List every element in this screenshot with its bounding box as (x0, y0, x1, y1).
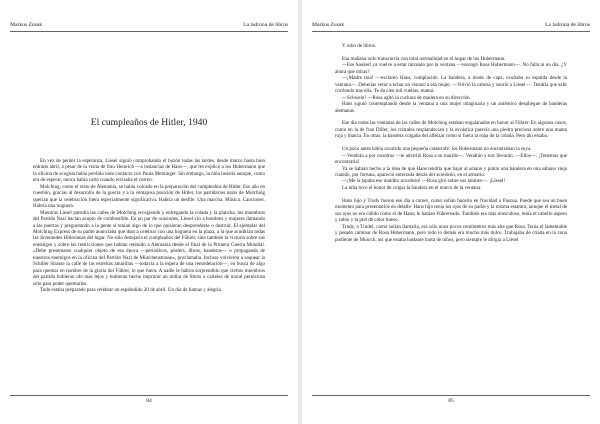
paragraph: —Ese Saukerl ya vuelve a estar mirando por la ventana —rezongó Rosa Hubermann—. No falla ni un día. ¿Y ahora qué miras? (335, 62, 567, 75)
paragraph: Mientras Liesel patrulla las calles de Molching recogiendo y entregando la colada y la plancha, los miembros del Partido Nazi hacían acopio de combustible. En un par de ocasiones, Liesel vio a hombres y mujeres llamando a las puertas y preguntando a la gente si tenían algo de lo que quisieran desprenderse o destruir. El ejemplar del Molching Express de su padre anunciaba que iban a celebrar con una hoguera en la plaza, a la que acudirían todas las Juventudes Hitlerianas del lugar. No sólo festejaría el cumpleaños del Führer, sino también la victoria sobre sus enemigos y sobre las restricciones que habían retenido a Alemania desde el final de la Primera Guerra Mundial. «Debe presentarse cualquier objeto de esa época —periódicos, pósters, libros, banderas— o propaganda de nuestros enemigos en la oficina del Partido Nazi de Münchenstrasse», proclamaba. Incluso volvieron a saquear la Schiller Strasse la calle de las estrellas amarillas —todavía a la espera de una remodelación—, en busca de algo para quemar en nombre de la gloria del Führer, lo que fuera. A nadie le habría sorprendido que ciertos miembros del partido hubieran ido más lejos y hubieran hecho imprimir un millar de libros o carteles de moral perniciosa sólo para poder quemarlos. (33, 209, 265, 287)
page-footer (10, 395, 288, 404)
page-footer (312, 395, 590, 404)
paragraph: Molching, como el resto de Alemania, se había volcado en la preparación del cumpleaños de Hitler. Ese año en cuestión, gracias al desarrollo de la guerra y a la ventajosa posición de Hitler, los partidarios nazis de Molching querían que la celebración fuera especialmente significativa. Habría un desfile. Una marcha. Música. Canciones. Habría una hoguera. (33, 183, 265, 210)
paragraph: Un poco antes había ocurrido una pequeña catástrofe: los Hubermann no encontraban la suya. (342, 146, 532, 153)
paragraph: Hans siguió contemplando desde la ventana a una mujer imaginaria y un auténtico despliegue de banderas alemanas. (335, 101, 567, 114)
running-header (312, 21, 590, 32)
paragraph: Ese día todas las ventanas de las calles de Molching estaban engalanadas en honor al Führer. En algunos casos, como en la de frau Diller, los cristales resplandecían y la esvástica parecía una piedra preciosa sobre una manta roja y blanca. En otras, la bandera colgaba del alféizar como si fuera la ropa de la colada. Pero ahí estaba. (335, 120, 567, 140)
header-author: Markus Zusak (312, 22, 345, 28)
paragraph: Hans hijo y Trudy fueron ese día a comer, como solían hacerlo en Navidad o Pascua. Puede que sea un buen momento para presentarlos en detalle: Hans hijo tenía los ojos de su padre y la misma estatura, aunque el metal de sus ojos no era cálido como el de Hans; le habían Führereado. También era más musculoso, tenía el cabello áspero y rubio y la piel de color hueso. (335, 197, 567, 224)
running-header (10, 21, 288, 32)
paragraph: Esa mañana todo transcurría con total normalidad en el hogar de los Hubermann. (342, 55, 506, 62)
paragraph: En vez de perder la esperanza, Liesel siguió comprobando el buzón todas las tardes, desde marzo hasta bien entrado abril, a pesar de la visita de frau Heinrich —a instancias de Hans—, que les explicó a los Hubermann que la oficina de acogida había perdido todo contacto con Paula Meminger. Sin embargo, la niña insistía aunque, como era de esperar, nunca había carta cuando revisaba el correo. (33, 158, 265, 184)
left-page (0, 0, 298, 424)
page-number: 84 (146, 398, 152, 404)
paragraph: —Vendrán a por nosotros —le advirtió Rosa a su marido—. Vendrán y nos llevarán. —Ellos—. ¡Tenemos que encontrarla! (335, 152, 567, 166)
right-page (302, 0, 600, 424)
paragraph: La niña tuvo el honor de colgar la bandera en el marco de la ventana. (342, 184, 482, 191)
paragraph: Todo estaba preparado para celebrar un espléndido 20 de abril. Un día de llamas y alegría. (40, 287, 222, 294)
paragraph: —¡Madre mía! —exclamó Hans, complacido. La bandera, a modo de capa, ocultaba su espalda desde la ventana—. Deberías venir a echar un vistazo a esa mujer. —Volvió la cabeza y sonrió a Liesel—. Tendría que salir corriendo tras ella. Te da cien mil vueltas, mamá. (335, 75, 567, 95)
paragraph: Y robo de libros. (342, 43, 377, 49)
header-author: Markus Zusak (10, 22, 43, 28)
paragraph: Ya se habían hecho a la idea de que Hans tendría que bajar al sótano y pintar una bandera en una sábana vieja cuando, por fortuna, apareció enterrada detrás del acordeón, en el armario. (335, 165, 567, 179)
chapter-title: El cumpleaños de Hitler, 1940 (90, 117, 208, 128)
paragraph: —¡Me la tapaba ese maldito acordeón! —Rosa giró sobre sus talones—. ¡Liesel! (342, 178, 506, 185)
header-book-title: La ladrona de libros (545, 22, 590, 28)
header-book-title: La ladrona de libros (243, 22, 288, 28)
body-text (33, 158, 265, 294)
page-number: 85 (448, 398, 454, 404)
paragraph: Trudy, o Trudel, como solían llamarla, era sólo unos pocos centímetros más alta que Rosa. Tenía el lamentable y pesado caminar de Rosa Hubermann, pero todo lo demás era mucho más dulce. Trabajaba de criada en la zona pudiente de Munich, así que estaba bastante harta de niños, pero siempre le dirigía a Liesel (335, 223, 567, 243)
paragraph: —Schwein! —Rosa agitó la cuchara de madera en su dirección. (342, 94, 471, 101)
body-text (335, 43, 567, 243)
